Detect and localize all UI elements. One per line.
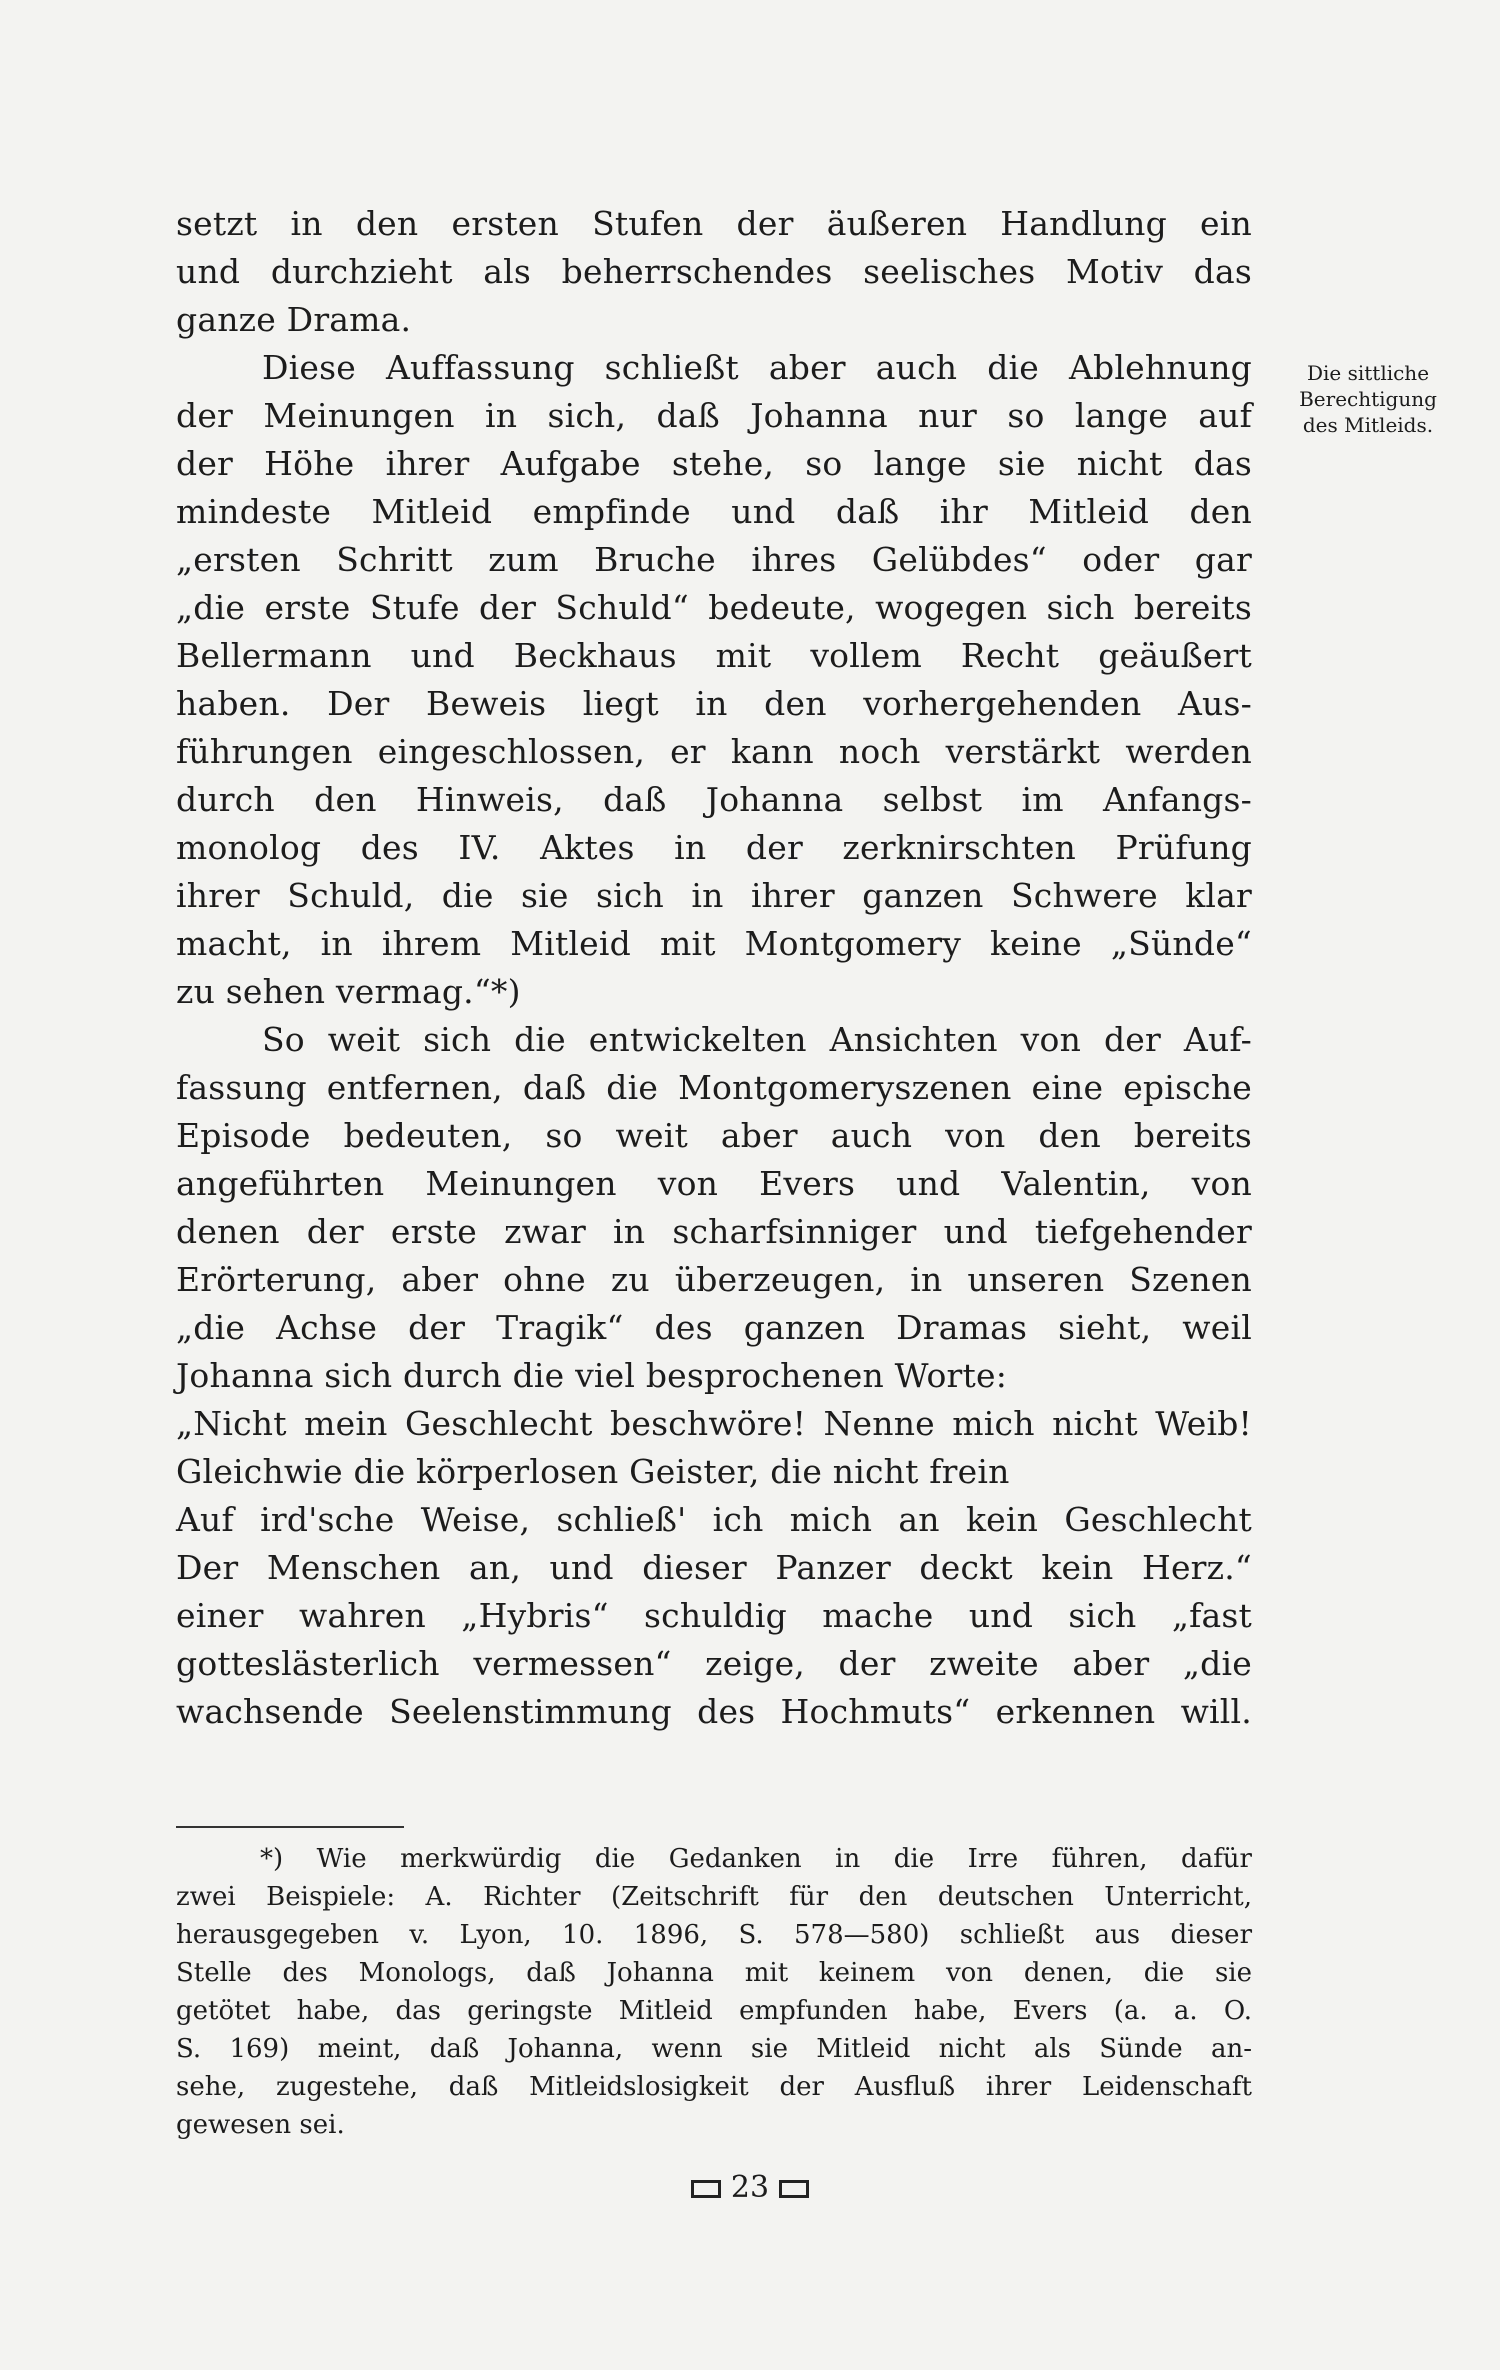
text-line: ihrer Schuld, die sie sich in ihrer ganzen Schwere klar [176,876,1252,915]
ornament-box-icon [691,2180,721,2198]
footnote [176,1840,1252,2144]
text-line: gotteslästerlich vermessen“ zeige, der zweite aber „die [176,1644,1252,1683]
text-line: Bellermann und Beckhaus mit vollem Recht geäußert [176,636,1252,675]
margin-note-line: Die sittliche [1306,361,1430,385]
text-line: der Meinungen in sich, daß Johanna nur so lange auf [176,396,1252,435]
text-line: fassung entfernen, daß die Montgomeryszenen eine epische [176,1068,1252,1107]
text-line: Episode bedeuten, so weit aber auch von den bereits [176,1116,1252,1155]
text-line: macht, in ihrem Mitleid mit Montgomery keine „Sünde“ [176,924,1252,963]
footnote-rule [176,1826,404,1828]
verse-line: Auf ird'sche Weise, schließ' ich mich an kein Geschlecht [176,1500,1252,1539]
text-line: einer wahren „Hybris“ schuldig mache und sich „fast [176,1596,1252,1635]
text-line: monolog des IV. Aktes in der zerknirschten Prüfung [176,828,1252,867]
page-number-value: 23 [730,2170,770,2205]
text-line: der Höhe ihrer Aufgabe stehe, so lange sie nicht das [176,444,1252,483]
text-line: Johanna sich durch die viel besprochenen Worte: [176,1356,1008,1395]
verse-line: Gleichwie die körperlosen Geister, die nicht frein [176,1452,1010,1491]
text-line: durch den Hinweis, daß Johanna selbst im Anfangs- [176,780,1252,819]
text-line: wachsende Seelenstimmung des Hochmuts“ erkennen will. [176,1692,1252,1731]
text-line: mindeste Mitleid empfinde und daß ihr Mitleid den [176,492,1252,531]
margin-note-line: Berechtigung [1299,387,1437,411]
text-line: ganze Drama. [176,300,412,339]
text-line: So weit sich die entwickelten Ansichten von der Auf- [262,1020,1252,1059]
verse-line: Der Menschen an, und dieser Panzer deckt kein Herz.“ [176,1548,1252,1587]
footnote-line: zwei Beispiele: A. Richter (Zeitschrift für den deutschen Unterricht, [176,1882,1252,1912]
text-line: und durchzieht als beherrschendes seelisches Motiv das [176,252,1252,291]
main-text [176,200,1252,1736]
verse-line: „Nicht mein Geschlecht beschwöre! Nenne mich nicht Weib! [176,1404,1252,1443]
text-line: setzt in den ersten Stufen der äußeren Handlung ein [176,204,1252,243]
text-line: Diese Auffassung schließt aber auch die Ablehnung [262,348,1252,387]
text-line: haben. Der Beweis liegt in den vorhergehenden Aus- [176,684,1252,723]
text-line: zu sehen vermag.“*) [176,972,521,1011]
text-line: „ersten Schritt zum Bruche ihres Gelübdes“ oder gar [176,540,1252,579]
text-line: angeführten Meinungen von Evers und Valentin, von [176,1164,1252,1203]
text-line: denen der erste zwar in scharfsinniger und tiefgehender [176,1212,1252,1251]
footnote-line: *) Wie merkwürdig die Gedanken in die Irre führen, dafür [260,1844,1252,1874]
ornament-box-icon [779,2180,809,2198]
footnote-line: gewesen sei. [176,2110,345,2140]
page-number [0,2170,1500,2205]
text-line: führungen eingeschlossen, er kann noch verstärkt werden [176,732,1252,771]
footnote-line: Stelle des Monologs, daß Johanna mit keinem von denen, die sie [176,1958,1252,1988]
footnote-line: sehe, zugestehe, daß Mitleidslosigkeit der Ausfluß ihrer Leidenschaft [176,2072,1252,2102]
text-line: „die erste Stufe der Schuld“ bedeute, wogegen sich bereits [176,588,1252,627]
margin-note [1278,360,1458,438]
footnote-line: getötet habe, das geringste Mitleid empfunden habe, Evers (a. a. O. [176,1996,1252,2026]
footnote-line: S. 169) meint, daß Johanna, wenn sie Mitleid nicht als Sünde an- [176,2034,1252,2064]
text-line: Erörterung, aber ohne zu überzeugen, in unseren Szenen [176,1260,1252,1299]
margin-note-line: des Mitleids. [1302,413,1434,437]
footnote-line: herausgegeben v. Lyon, 10. 1896, S. 578—580) schließt aus dieser [176,1920,1252,1950]
text-line: „die Achse der Tragik“ des ganzen Dramas sieht, weil [176,1308,1252,1347]
